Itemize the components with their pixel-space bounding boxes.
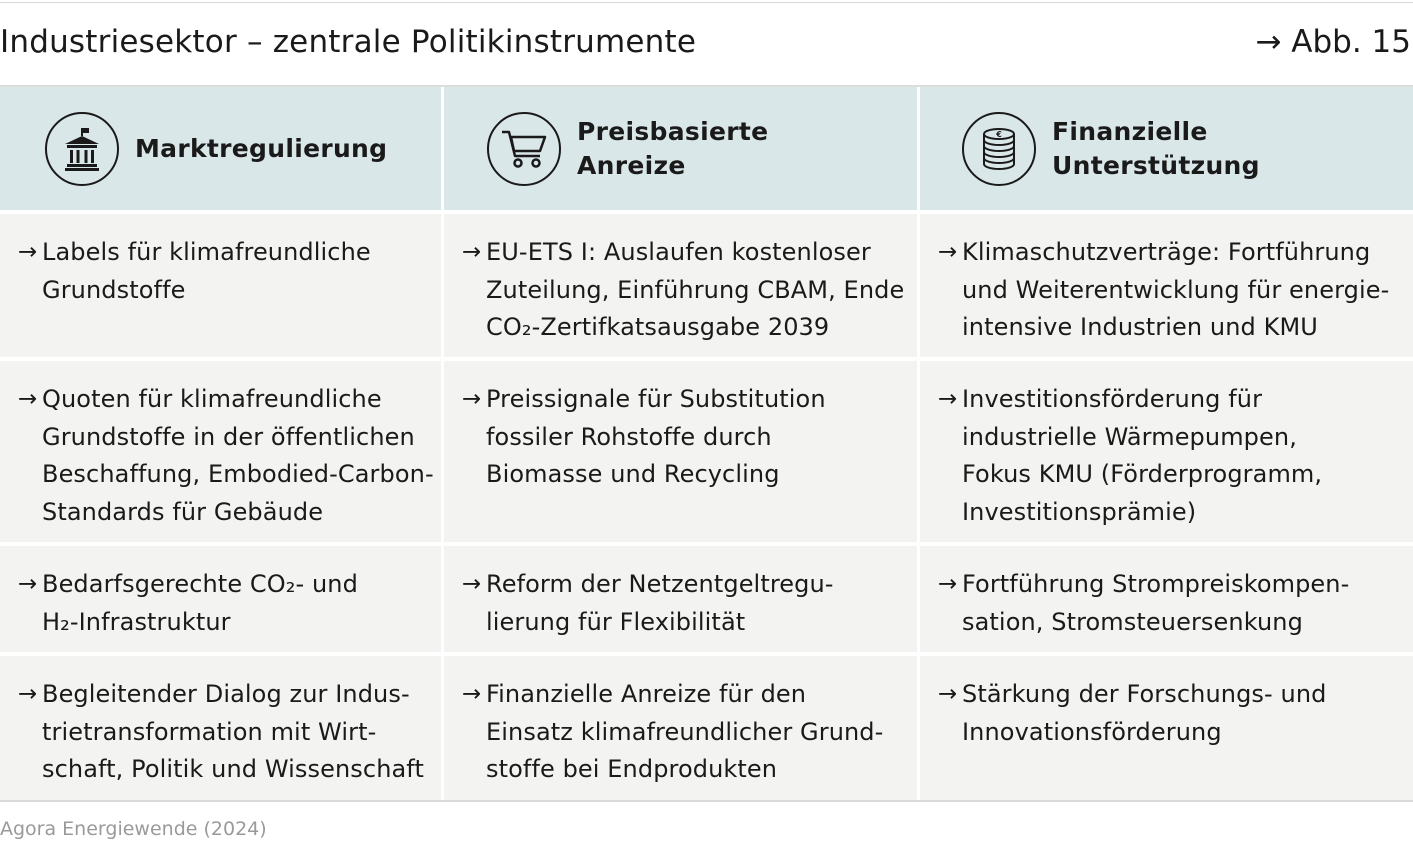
arrow-icon: → (462, 571, 482, 597)
policy-table (0, 87, 1413, 800)
table-cell (920, 214, 1413, 357)
table-header-row (0, 87, 1413, 210)
arrow-icon: → (18, 681, 38, 707)
cell-text: EU-ETS I: Auslaufen kostenloser Zuteilung, Einführung CBAM, Ende CO₂-Zertifkatsausgabe 2039 (486, 238, 905, 341)
cell-text: Preissignale für Substitution fossiler Rohstoffe durch Biomasse und Recycling (486, 385, 826, 488)
table-cell (0, 656, 441, 800)
coin-stack-icon (962, 112, 1036, 186)
column-header-finanzielle-unterstuetzung (920, 87, 1413, 210)
arrow-icon: → (462, 239, 482, 265)
cell-text: Labels für klimafreundliche Grundstoffe (42, 238, 371, 304)
column-header-preisbasierte-anreize (444, 87, 917, 210)
figure-reference: → Abb. 15 (1255, 24, 1411, 60)
bottom-rule (0, 800, 1413, 802)
table-row (0, 546, 1413, 652)
table-cell (444, 546, 917, 652)
cell-text: Stärkung der Forschungs- und Innovationsförderung (962, 680, 1327, 746)
top-rule (0, 2, 1413, 3)
column-header-label: Finanzielle Unterstützung (1052, 116, 1260, 180)
source-note: Agora Energiewende (2024) (0, 818, 267, 840)
table-cell (920, 546, 1413, 652)
cell-text: Begleitender Dialog zur Indus- trietransformation mit Wirt- schaft, Politik und Wissenschaft (42, 680, 424, 783)
table-cell (444, 361, 917, 542)
column-header-label: Marktregulierung (135, 133, 388, 163)
arrow-icon: → (462, 386, 482, 412)
svg-text:€: € (996, 129, 1002, 139)
figure-title: Industriesektor – zentrale Politikinstrumente (0, 24, 697, 60)
cell-text: Fortführung Strompreiskompen- sation, Stromsteuersenkung (962, 570, 1350, 636)
table-row (0, 656, 1413, 800)
column-header-label: Preisbasierte Anreize (577, 116, 769, 180)
shopping-cart-icon (487, 112, 561, 186)
arrow-icon: → (938, 239, 958, 265)
table-cell (0, 361, 441, 542)
arrow-icon: → (938, 386, 958, 412)
table-cell (0, 214, 441, 357)
table-row (0, 361, 1413, 542)
arrow-icon: → (18, 571, 38, 597)
column-header-marktregulierung (0, 87, 441, 210)
table-cell (0, 546, 441, 652)
cell-text: Investitionsförderung für industrielle Wärmepumpen, Fokus KMU (Förderprogramm, Investitionsprämie) (962, 385, 1323, 526)
arrow-icon: → (18, 386, 38, 412)
table-row (0, 214, 1413, 357)
arrow-icon: → (938, 681, 958, 707)
cell-text: Finanzielle Anreize für den Einsatz klimafreundlicher Grund- stoffe bei Endprodukten (486, 680, 884, 783)
cell-text: Quoten für klimafreundliche Grundstoffe in der öffentlichen Beschaffung, Embodied-Carbon- Standards für Gebäude (42, 385, 434, 526)
arrow-icon: → (18, 239, 38, 265)
cell-text: Reform der Netzentgeltregu- lierung für Flexibilität (486, 570, 834, 636)
table-cell (920, 656, 1413, 800)
cell-text: Klimaschutzverträge: Fortführung und Weiterentwicklung für energie- intensive Industrien und KMU (962, 238, 1390, 341)
arrow-icon: → (462, 681, 482, 707)
table-cell (444, 656, 917, 800)
arrow-icon: → (938, 571, 958, 597)
table-cell (444, 214, 917, 357)
cell-text: Bedarfsgerechte CO₂- und H₂-Infrastruktur (42, 570, 358, 636)
table-cell (920, 361, 1413, 542)
bank-icon (45, 112, 119, 186)
